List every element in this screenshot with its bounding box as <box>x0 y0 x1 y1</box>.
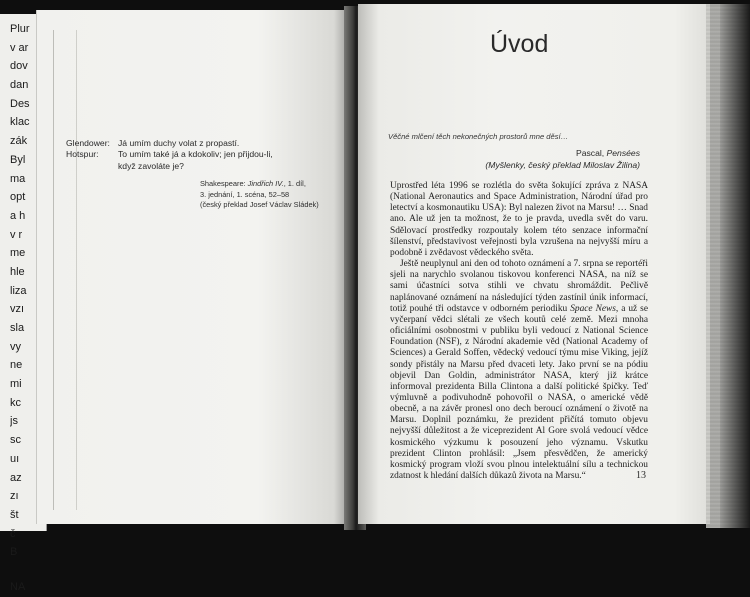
paragraph-2: Ještě neuplynul ani den od tohoto oznámení a 7. srpna se reportéři sjeli na narychlo svolanou tiskovou konferenci NASA, na níž se sami účastníci sotva stihli ve chvatu shromáždit. Pečlivě naplánované oznámení na následující týden zastínil únik informací, totiž pouhé tři odstavce v odborném periodiku Space News, a už se vyčerpaní vědci slétali ze všech koutů celé země. Mezi mnoha oficiálními osobnostmi v publiku byli vedoucí z National Science Foundation (NSF), z Národní akademie věd (National Academy of Sciences) a Gerald Soffen, vědecký vedoucí týmu mise Viking, jejíž sondy přistály na Marsu před dvaceti lety. Jako první se na pódiu objevil Dan Goldin, administrátor NASA, který již krátce informoval prezidenta Billa Clintona a další politické špičky. Teď výmluvně a podivuhodně pohovořil o NASA, o americké vědě obecně, a na závěr pronesl ono dech beroucí oznámení o životě na Marsu. Doplnil poznámku, že prezident přičítá tomuto objevu nejvyšší důležitost a že viceprezident Al Gore svolá vedoucí vědce kosmického výzkumu k posouzení jeho významu. Vskutku prezident Clinton prohlásil: „Jsem přesvědčen, že americký kosmický program vloží svou plnou intelektuální sílu a technickou zdatnost k hledání dalších důkazů života na Marsu.“ <box>390 259 648 482</box>
page-stack-edge <box>706 4 750 528</box>
chapter-title: Úvod <box>490 30 549 58</box>
background-text-line: sc <box>10 434 21 447</box>
background-text-line: NA <box>10 580 26 593</box>
dialog-speaker <box>66 161 118 172</box>
background-text-line: zák <box>10 135 28 148</box>
background-text-line: ma <box>10 172 26 185</box>
background-text-line: kc <box>10 396 21 409</box>
background-text-line: hle <box>10 265 25 278</box>
background-text-line: dov <box>10 60 28 73</box>
background-text-line: me <box>10 247 26 260</box>
background-text-line: opt <box>10 191 26 204</box>
background-text-line: vzı <box>10 303 25 316</box>
background-text-line: ne <box>10 359 23 372</box>
dialog-line <box>66 149 273 160</box>
background-text-line: js <box>10 415 18 428</box>
dialog-text: Já umím duchy volat z propastí. <box>118 138 240 148</box>
background-text-line: dan <box>10 79 29 92</box>
background-text-line: Byl <box>10 153 26 166</box>
chapter-body-text <box>390 181 648 482</box>
dialog-speaker: Hotspur: <box>66 149 99 160</box>
background-text-line: liza <box>10 284 27 297</box>
background-text-line: v r <box>10 228 23 241</box>
paragraph-1: Uprostřed léta 1996 se rozlétla do světa šokující zpráva z NASA (National Aeronautics and Space Administration, Národní úřad pro letectví a kosmonautiku USA): Byl nalezen život na Marsu! … Snad ano. Ale už jen ta možnost, že to je pravda, uvedla svět do varu. Sdělovací prostředky rozpoutaly kolem této senzace informační šílenství, představivost veřejnosti byla vzrušena na nejvyšší míru a podobně i zvědavost vědeckého světa. <box>390 181 648 258</box>
background-text-line: č <box>10 527 16 540</box>
attribution-author-line: Pascal, Pensées <box>575 148 640 158</box>
background-text-line: mi <box>10 378 22 391</box>
dialog-text: To umím také já a kdokoliv; jen přijdou-li, <box>118 149 273 160</box>
background-text-line: v ar <box>10 41 29 54</box>
background-text-line: Des <box>10 97 30 110</box>
background-text-line: vy <box>10 340 21 353</box>
journal-name: Space News <box>570 303 616 314</box>
epigraph-attribution <box>480 148 640 171</box>
attribution-translation: (Myšlenky, český překlad Miloslav Žilina) <box>485 159 640 170</box>
left-book-page <box>36 10 353 524</box>
background-text-line: št <box>10 508 19 521</box>
background-page-text <box>10 20 30 597</box>
background-text-line: a h <box>10 209 26 222</box>
background-text-line: uı <box>10 452 20 465</box>
page-number: 13 <box>636 470 646 481</box>
page-edge-strips <box>53 30 77 510</box>
dialog-text: když zavoláte je? <box>118 160 184 171</box>
shakespeare-citation <box>200 179 319 211</box>
pascal-epigraph: Věčné mlčení těch nekonečných prostorů mne děsí… <box>388 132 569 141</box>
background-text-line: sla <box>10 322 25 334</box>
citation-line-3: (český překlad Josef Václav Sládek) <box>200 200 319 209</box>
background-text-line: zı <box>10 490 19 503</box>
dialog-speaker: Glendower: <box>66 138 110 148</box>
citation-line-2: 3. jednání, 1. scéna, 52–58 <box>200 189 290 199</box>
shakespeare-dialog <box>66 138 273 172</box>
dialog-line <box>66 161 273 172</box>
citation-line-1: Shakespeare: Jindřich IV., 1. díl, <box>200 179 306 188</box>
background-text-line: klac <box>10 116 30 129</box>
background-text-line: B <box>10 546 18 559</box>
background-text-line: Plur <box>10 23 30 35</box>
dialog-line <box>66 138 273 149</box>
background-text-line: az <box>10 471 22 484</box>
